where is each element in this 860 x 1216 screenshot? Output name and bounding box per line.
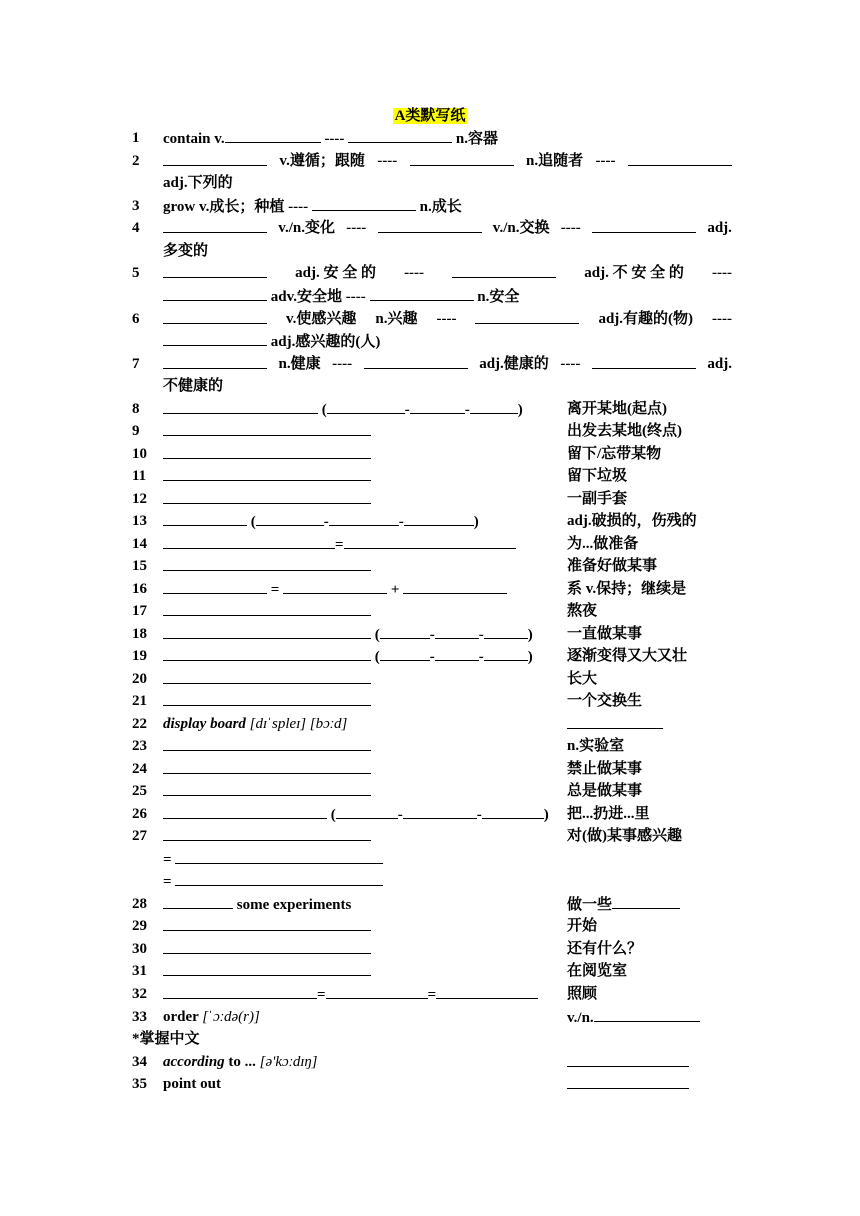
item-35: 35 point out — [0, 1073, 860, 1095]
item-33: 33 order [ˈɔːdə(r)] v./n. — [0, 1006, 860, 1028]
answer-blank[interactable] — [163, 915, 371, 931]
item-26: 26 ( - - ) 把...扔进...里 — [0, 803, 860, 825]
item-28: 28 some experiments 做一些 — [0, 893, 860, 915]
item-15: 15 准备好做某事 — [0, 555, 860, 577]
answer-blank[interactable] — [163, 668, 371, 684]
answer-blank[interactable] — [163, 443, 371, 459]
item-32: 32 = = 照顾 — [0, 983, 860, 1005]
item-5: 5 adj. 安 全 的 ---- adj. 不 安 全 的 ---- — [0, 262, 860, 284]
answer-blank[interactable] — [163, 555, 371, 571]
answer-blank[interactable] — [163, 330, 267, 346]
answer-blank[interactable] — [567, 1051, 689, 1067]
answer-blank[interactable] — [163, 353, 267, 369]
item-19: 19 ( - - ) 逐渐变得又大又壮 — [0, 645, 860, 667]
answer-blank[interactable] — [163, 623, 371, 639]
answer-blank[interactable] — [410, 150, 514, 166]
item-23: 23 n.实验室 — [0, 735, 860, 757]
item-2-cont: adj.下列的 — [163, 175, 233, 191]
answer-blank[interactable] — [470, 398, 518, 414]
item-27: 27 对(做)某事感兴趣 — [0, 825, 860, 847]
item-2: 2 v.遵循；跟随 ---- n.追随者 ---- — [0, 150, 860, 172]
item-6: 6 v.使感兴趣 n.兴趣 ---- adj.有趣的(物) ---- — [0, 308, 860, 330]
answer-blank[interactable] — [404, 510, 474, 526]
section-heading: *掌握中文 — [132, 1031, 200, 1047]
answer-blank[interactable] — [175, 848, 383, 864]
answer-blank[interactable] — [163, 690, 371, 706]
answer-blank[interactable] — [163, 308, 267, 324]
answer-blank[interactable] — [163, 398, 318, 414]
answer-blank[interactable] — [403, 803, 477, 819]
answer-blank[interactable] — [163, 960, 371, 976]
answer-blank[interactable] — [482, 803, 544, 819]
item-11: 11 留下垃圾 — [0, 465, 860, 487]
item-4: 4 v./n.变化 ---- v./n.交换 ---- adj. — [0, 217, 860, 239]
answer-blank[interactable] — [163, 983, 317, 999]
answer-blank[interactable] — [327, 398, 405, 414]
answer-blank[interactable] — [225, 127, 321, 143]
answer-blank[interactable] — [163, 533, 335, 549]
answer-blank[interactable] — [567, 713, 663, 729]
item-27-alt-1: = — [0, 848, 860, 870]
answer-blank[interactable] — [326, 983, 428, 999]
answer-blank[interactable] — [163, 488, 371, 504]
answer-blank[interactable] — [163, 735, 371, 751]
answer-blank[interactable] — [592, 217, 696, 233]
answer-blank[interactable] — [410, 398, 465, 414]
answer-blank[interactable] — [380, 623, 430, 639]
item-7: 7 n.健康 ---- adj.健康的 ---- adj. — [0, 353, 860, 375]
item-25: 25 总是做某事 — [0, 780, 860, 802]
answer-blank[interactable] — [380, 645, 430, 661]
item-12: 12 一副手套 — [0, 488, 860, 510]
item-13: 13 ( - - ) adj.破损的，伤残的 — [0, 510, 860, 532]
answer-blank[interactable] — [163, 600, 371, 616]
item-24: 24 禁止做某事 — [0, 758, 860, 780]
item-30: 30 还有什么？ — [0, 938, 860, 960]
answer-blank[interactable] — [163, 645, 371, 661]
item-18: 18 ( - - ) 一直做某事 — [0, 623, 860, 645]
answer-blank[interactable] — [163, 578, 267, 594]
answer-blank[interactable] — [163, 825, 371, 841]
answer-blank[interactable] — [329, 510, 399, 526]
answer-blank[interactable] — [484, 623, 528, 639]
item-9: 9 出发去某地(终点) — [0, 420, 860, 442]
answer-blank[interactable] — [163, 803, 327, 819]
item-7-cont: 不健康的 — [163, 378, 224, 394]
item-3: 3 grow v.成长；种植 ---- n.成长 — [0, 195, 860, 217]
answer-blank[interactable] — [567, 1073, 689, 1089]
answer-blank[interactable] — [312, 195, 416, 211]
answer-blank[interactable] — [163, 217, 267, 233]
worksheet-title: A类默写纸 — [394, 108, 466, 124]
answer-blank[interactable] — [435, 645, 479, 661]
answer-blank[interactable] — [175, 870, 383, 886]
answer-blank[interactable] — [484, 645, 528, 661]
answer-blank[interactable] — [435, 623, 479, 639]
item-5-cont: adv.安全地 ---- n.安全 — [0, 285, 860, 307]
item-20: 20 长大 — [0, 668, 860, 690]
item-10: 10 留下/忘带某物 — [0, 443, 860, 465]
answer-blank[interactable] — [163, 780, 371, 796]
answer-blank[interactable] — [344, 533, 516, 549]
answer-blank[interactable] — [612, 893, 680, 909]
item-34: 34 according to ... [ə'kɔːdɪŋ] — [0, 1051, 860, 1073]
answer-blank[interactable] — [475, 308, 579, 324]
item-14: 14 = 为...做准备 — [0, 533, 860, 555]
answer-blank[interactable] — [336, 803, 398, 819]
item-1: 1 contain v. ---- n.容器 — [0, 127, 860, 149]
answer-blank[interactable] — [283, 578, 387, 594]
item-16: 16 = + 系 v.保持；继续是 — [0, 578, 860, 600]
item-8: 8 ( - - ) 离开某地(起点) — [0, 398, 860, 420]
item-17: 17 熬夜 — [0, 600, 860, 622]
answer-blank[interactable] — [163, 285, 267, 301]
item-31: 31 在阅览室 — [0, 960, 860, 982]
answer-blank[interactable] — [378, 217, 482, 233]
item-6-cont: adj.感兴趣的(人) — [0, 330, 860, 352]
answer-blank[interactable] — [594, 1006, 700, 1022]
answer-blank[interactable] — [348, 127, 452, 143]
answer-blank[interactable] — [163, 510, 247, 526]
answer-blank[interactable] — [403, 578, 507, 594]
answer-blank[interactable] — [163, 150, 267, 166]
answer-blank[interactable] — [436, 983, 538, 999]
answer-blank[interactable] — [256, 510, 324, 526]
answer-blank[interactable] — [452, 262, 556, 278]
answer-blank[interactable] — [163, 465, 371, 481]
answer-blank[interactable] — [364, 353, 468, 369]
answer-blank[interactable] — [163, 420, 371, 436]
item-21: 21 一个交换生 — [0, 690, 860, 712]
answer-blank[interactable] — [370, 285, 474, 301]
item-27-alt-2: = — [0, 870, 860, 892]
answer-blank[interactable] — [163, 893, 233, 909]
item-29: 29 开始 — [0, 915, 860, 937]
answer-blank[interactable] — [628, 150, 732, 166]
answer-blank[interactable] — [163, 758, 371, 774]
answer-blank[interactable] — [163, 938, 371, 954]
answer-blank[interactable] — [592, 353, 696, 369]
item-22: 22 display board [dɪˈspleɪ] [bɔːd] — [0, 713, 860, 735]
item-4-cont: 多变的 — [163, 243, 209, 259]
answer-blank[interactable] — [163, 262, 267, 278]
